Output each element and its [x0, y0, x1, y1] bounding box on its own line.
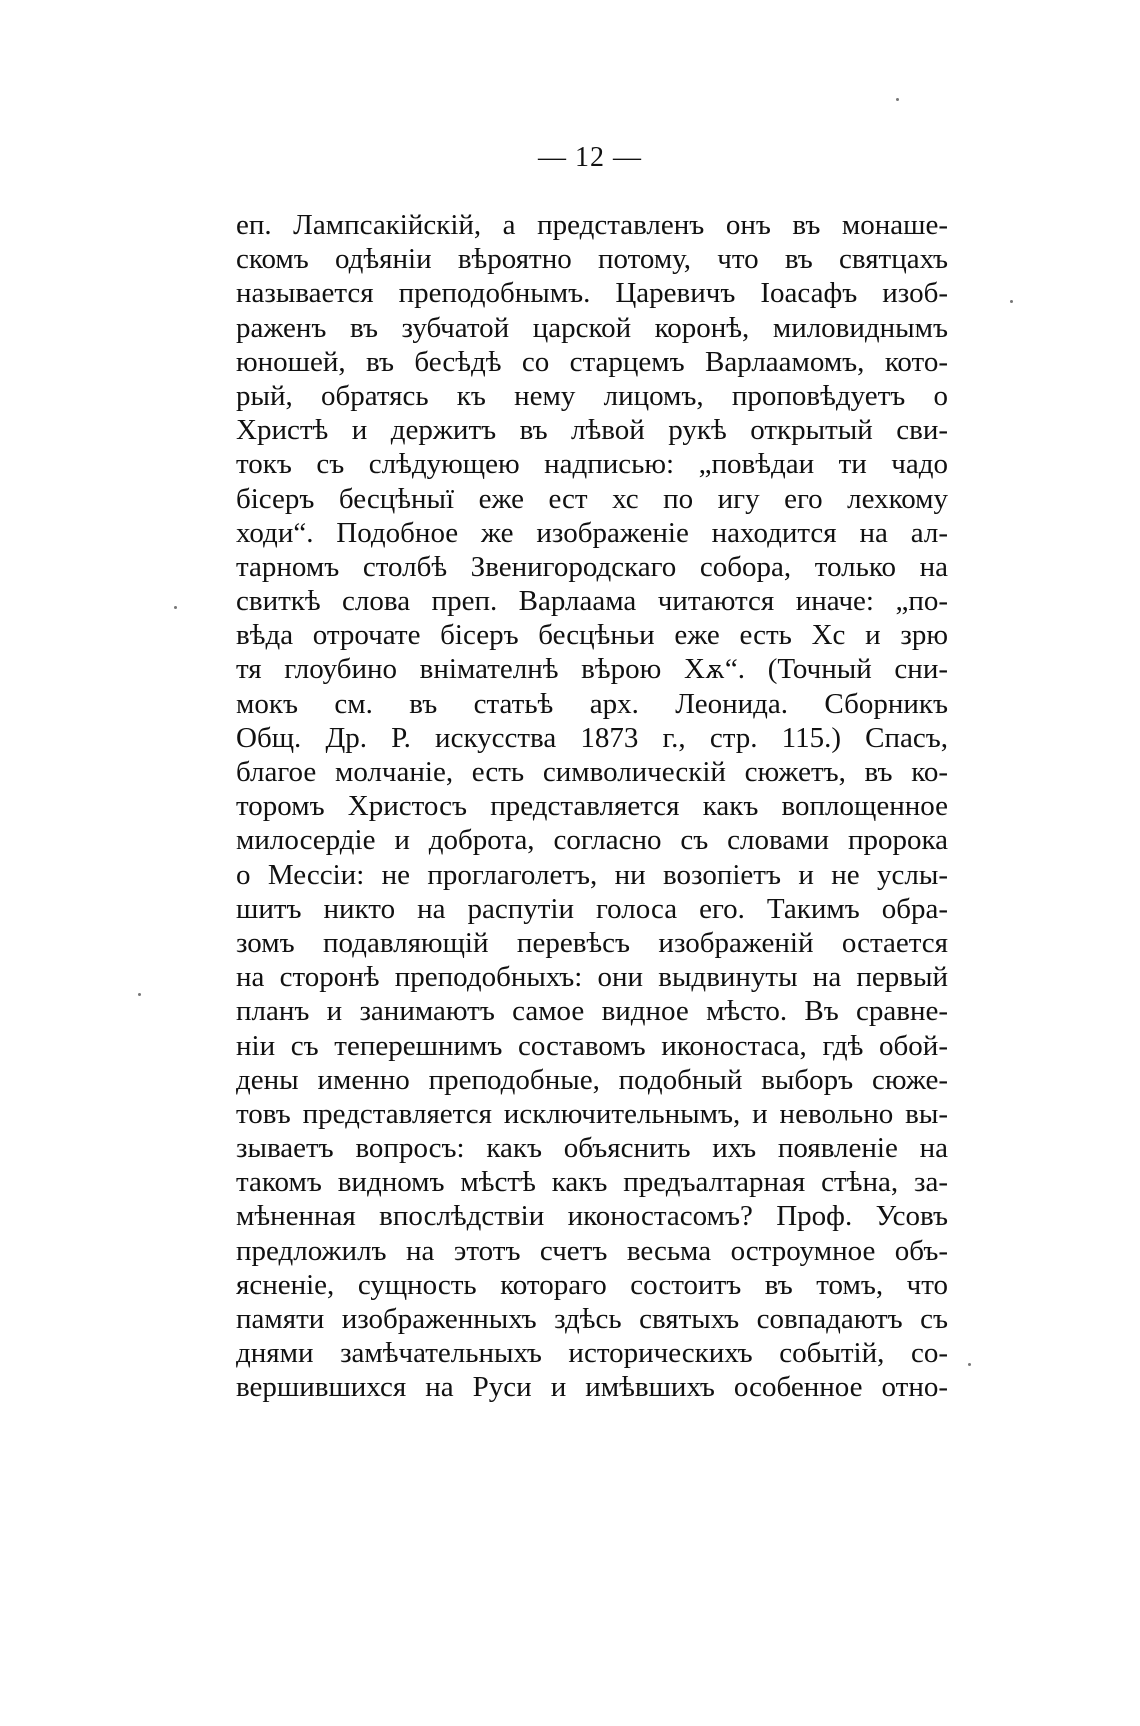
- text-line: мокъ см. въ статьѣ арх. Леонида. Сборникъ: [236, 687, 948, 720]
- text-line: раженъ въ зубчатой царской коронѣ, миловиднымъ: [236, 311, 948, 344]
- text-line: такомъ видномъ мѣстѣ какъ предъалтарная стѣна, за-: [236, 1166, 948, 1199]
- text-line: бісеръ бесцѣныї еже ест хс по игу его лехкому: [236, 482, 948, 515]
- text-line: торомъ Христосъ представляется какъ воплощенное: [236, 790, 948, 823]
- text-line: планъ и занимаютъ самое видное мѣсто. Въ сравне-: [236, 995, 948, 1028]
- text-line: днями замѣчательныхъ историческихъ событій, со-: [236, 1337, 948, 1370]
- text-line: вѣда отрочате бісеръ бесцѣньи еже есть Хс и зрю: [236, 619, 948, 652]
- text-line: рый, обратясь къ нему лицомъ, проповѣдуетъ о: [236, 379, 948, 412]
- text-line: Общ. Др. Р. искусства 1873 г., стр. 115.) Спасъ,: [236, 721, 948, 754]
- text-line: юношей, въ бесѣдѣ со старцемъ Варлаамомъ, кото-: [236, 345, 948, 378]
- text-line: зываетъ вопросъ: какъ объяснить ихъ появленіе на: [236, 1132, 948, 1165]
- text-line: ніи съ теперешнимъ составомъ иконостаса, гдѣ обой-: [236, 1029, 948, 1062]
- text-line: Христѣ и держитъ въ лѣвой рукѣ открытый сви-: [236, 414, 948, 447]
- text-line: тарномъ столбѣ Звенигородскаго собора, только на: [236, 550, 948, 583]
- text-line: на сторонѣ преподобныхъ: они выдвинуты на первый: [236, 961, 948, 994]
- text-line: милосердіе и доброта, согласно съ словами пророка: [236, 824, 948, 857]
- text-line: свиткѣ слова преп. Варлаама читаются иначе: „по-: [236, 585, 948, 618]
- scan-speck: [1010, 300, 1013, 303]
- text-line: называется преподобнымъ. Царевичъ Іоасафъ изоб-: [236, 277, 948, 310]
- page-number: — 12 —: [538, 142, 642, 173]
- scan-speck: [138, 993, 141, 996]
- text-line: благое молчаніе, есть символическій сюжетъ, въ ко-: [236, 756, 948, 788]
- text-line: ясненіе, сущность котораго состоитъ въ томъ, что: [236, 1268, 948, 1301]
- text-line: скомъ одѣяніи вѣроятно потому, что въ святцахъ: [236, 243, 948, 276]
- text-line: мѣненная впослѣдствіи иконостасомъ? Проф. Усовъ: [236, 1200, 948, 1233]
- text-line: дены именно преподобные, подобный выборъ сюже-: [236, 1063, 948, 1096]
- text-line: предложилъ на этотъ счетъ весьма остроумное объ-: [236, 1234, 948, 1267]
- scan-speck: [968, 1363, 971, 1366]
- text-line: тя глоубино внімателнѣ вѣрою Хѫ“. (Точный сни-: [236, 653, 948, 686]
- text-line: о Мессіи: не проглаголетъ, ни возопіетъ и не услы-: [236, 858, 948, 891]
- text-line: ходи“. Подобное же изображеніе находится на ал-: [236, 516, 948, 549]
- text-line: вершившихся на Руси и имѣвшихъ особенное отно-: [236, 1371, 948, 1404]
- scan-speck: [896, 98, 899, 101]
- text-line: шитъ никто на распутіи голоса его. Такимъ обра-: [236, 892, 948, 925]
- scan-speck: [174, 606, 177, 609]
- text-line: еп. Лампсакійскій, а представленъ онъ въ монаше-: [236, 209, 948, 241]
- text-line: токъ съ слѣдующею надписью: „повѣдаи ти чадо: [236, 448, 948, 481]
- text-line: товъ представляется исключительнымъ, и невольно вы-: [236, 1097, 948, 1130]
- body-text: [236, 208, 948, 1405]
- text-line: зомъ подавляющій перевѣсъ изображеній остается: [236, 926, 948, 959]
- text-line: памяти изображенныхъ здѣсь святыхъ совпадаютъ съ: [236, 1303, 948, 1335]
